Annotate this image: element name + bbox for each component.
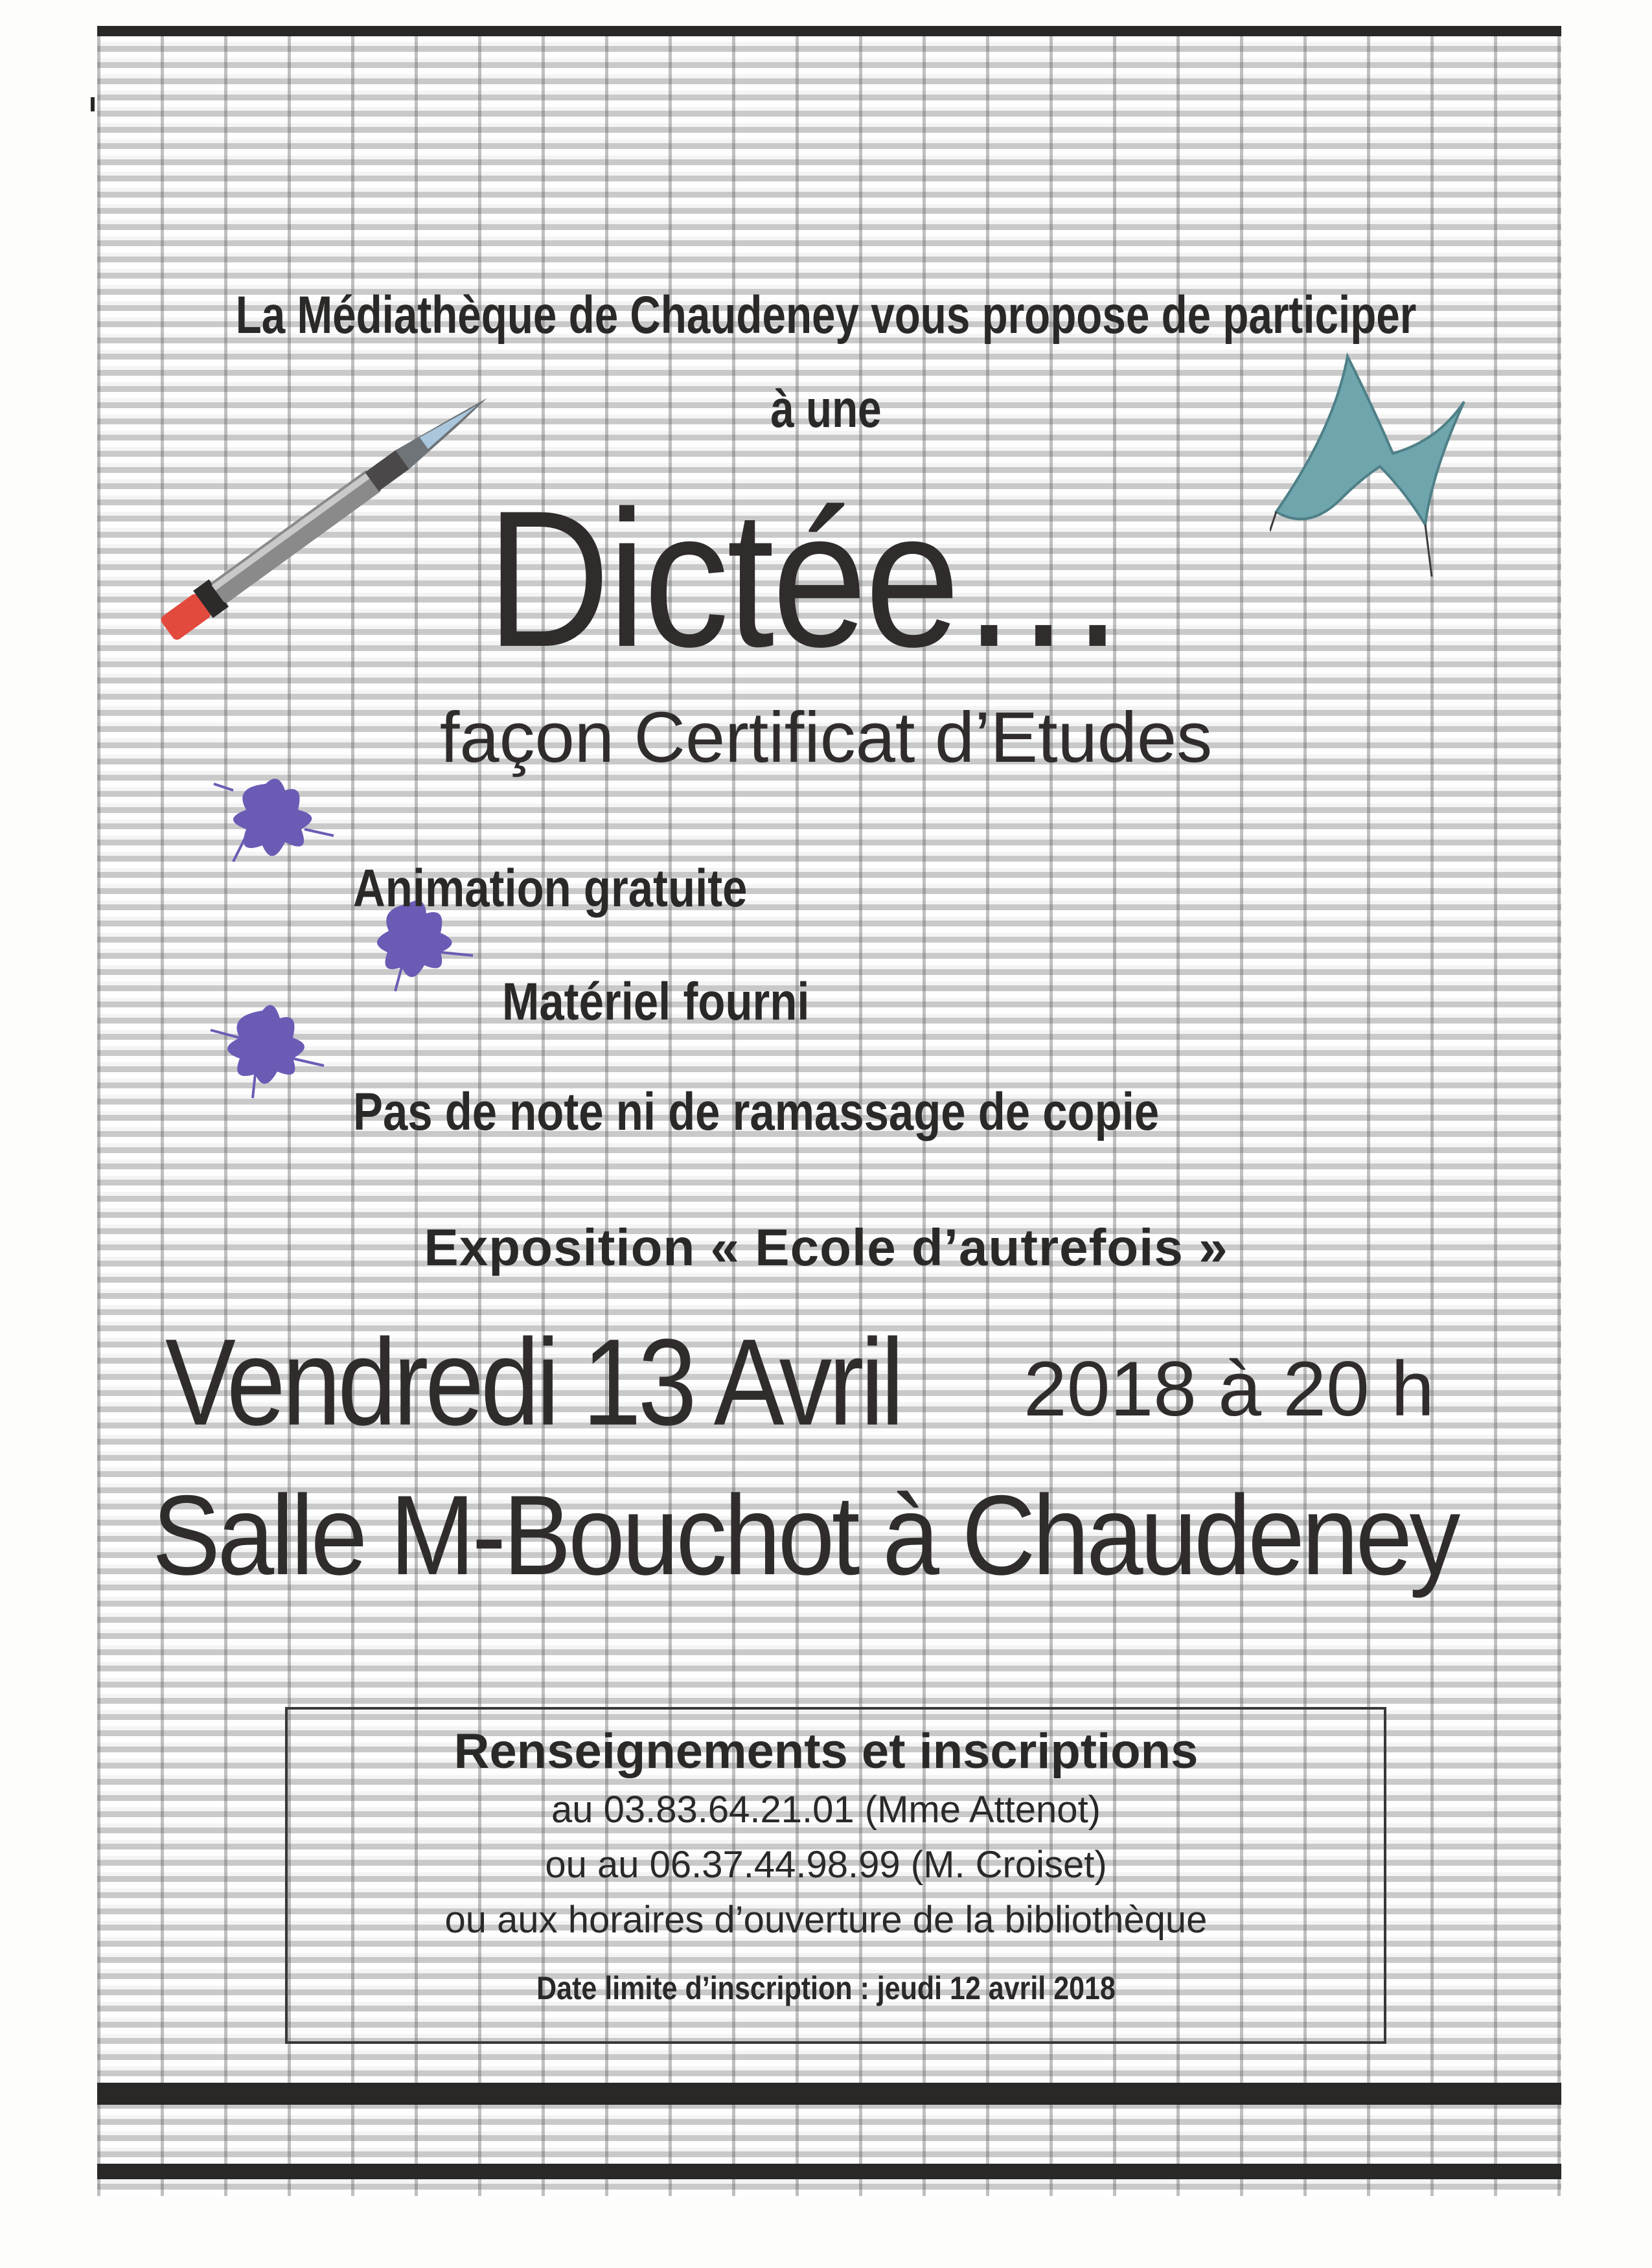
contact-line: ou au 06.37.44.98.99 (M. Croiset) — [545, 1844, 1107, 1886]
bottom-rule-1 — [97, 2083, 1561, 2105]
contact-line: ou aux horaires d’ouverture de la bibliothèque — [444, 1899, 1208, 1941]
scan-mark — [91, 97, 95, 111]
top-rule — [97, 26, 1561, 36]
bottom-rule-2 — [97, 2164, 1561, 2179]
intro-line-2: à une — [770, 380, 882, 439]
registration-deadline: Date limite d’inscription : jeudi 12 avril 2018 — [536, 1970, 1116, 2006]
feature-item: Animation gratuite — [353, 859, 748, 918]
event-date — [165, 1312, 1021, 1453]
event-venue: Salle M-Bouchot à Chaudeney — [152, 1472, 1458, 1599]
feature-item: Pas de note ni de ramassage de copie — [353, 1082, 1160, 1141]
info-heading: Renseignements et inscriptions — [453, 1724, 1199, 1779]
event-day: Vendredi 13 Avril — [165, 1314, 901, 1451]
exposition-title: Exposition « Ecole d’autrefois » — [424, 1219, 1228, 1276]
subtitle: façon Certificat d’Etudes — [439, 698, 1213, 777]
ink-splat-icon — [207, 764, 337, 875]
page-title: Dictée… — [487, 470, 1127, 687]
contact-line: au 03.83.64.21.01 (Mme Attenot) — [551, 1789, 1101, 1831]
feature-item: Matériel fourni — [502, 972, 810, 1031]
event-year-time: 2018 à 20 h — [1024, 1346, 1434, 1432]
ink-splat-icon — [201, 991, 330, 1101]
intro-line-1: La Médiathèque de Chaudeney vous propose de participer — [235, 286, 1417, 345]
